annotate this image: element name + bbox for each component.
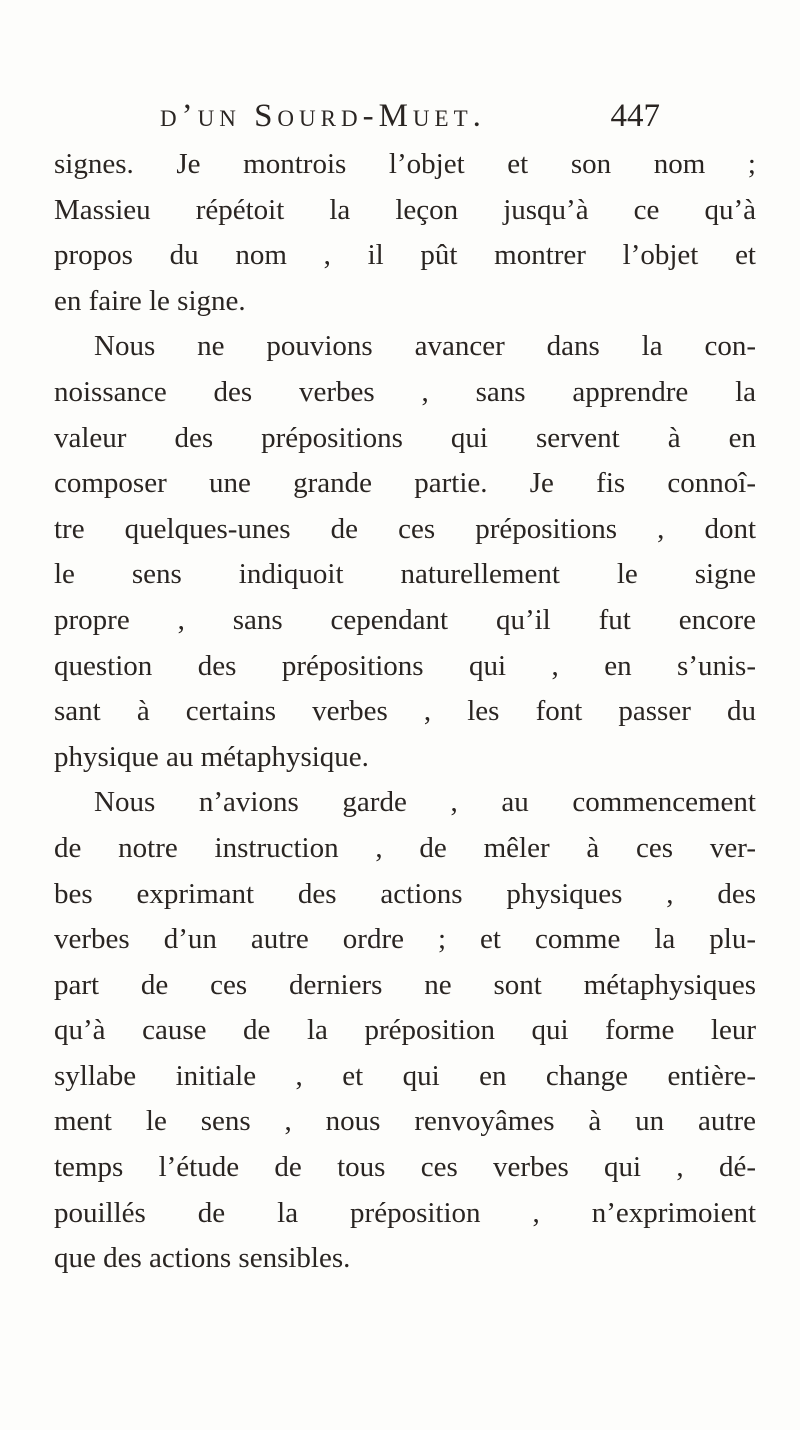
text-line: signes. Je montrois l’objet et son nom ; xyxy=(54,148,756,180)
text-line: question des prépositions qui , en s’unis- xyxy=(54,649,756,682)
text-line: qu’à cause de la préposition qui forme leur xyxy=(54,1014,756,1047)
text-line: bes exprimant des actions physiques , des xyxy=(54,877,756,910)
text-line: le sens indiquoit naturellement le signe xyxy=(54,558,756,591)
page-number: 447 xyxy=(610,98,660,134)
text-line: de notre instruction , de mêler à ces ver- xyxy=(54,831,756,864)
text-line: pouillés de la préposition , n’exprimoient xyxy=(54,1196,756,1229)
text-line: composer une grande partie. Je fis connoî- xyxy=(54,467,756,500)
text-line: valeur des prépositions qui servent à en xyxy=(54,421,756,454)
text-line: propre , sans cependant qu’il fut encore xyxy=(54,603,756,636)
text-line: syllabe initiale , et qui en change entière- xyxy=(54,1059,756,1092)
text-line: verbes d’un autre ordre ; et comme la plu- xyxy=(54,923,756,956)
text-line: noissance des verbes , sans apprendre la xyxy=(54,375,756,408)
running-head xyxy=(160,98,660,142)
text-line: Nous ne pouvions avancer dans la con- xyxy=(94,330,756,363)
running-title: d’un Sourd-Muet. xyxy=(160,98,486,134)
text-line: Nous n’avions garde , au commencement xyxy=(94,786,756,819)
body-text xyxy=(54,142,756,1282)
text-line: part de ces derniers ne sont métaphysiques xyxy=(54,968,756,1001)
text-line: propos du nom , il pût montrer l’objet et xyxy=(54,239,756,272)
text-line: Massieu répétoit la leçon jusqu’à ce qu’à xyxy=(54,193,756,226)
text-line: que des actions sensibles. xyxy=(54,1242,351,1275)
text-line: ment le sens , nous renvoyâmes à un autre xyxy=(54,1105,756,1138)
text-line: temps l’étude de tous ces verbes qui , dé- xyxy=(54,1151,756,1184)
text-line: en faire le signe. xyxy=(54,284,246,317)
text-line: sant à certains verbes , les font passer du xyxy=(54,695,756,728)
text-line: physique au métaphysique. xyxy=(54,740,369,773)
text-line: tre quelques-unes de ces prépositions , dont xyxy=(54,512,756,545)
